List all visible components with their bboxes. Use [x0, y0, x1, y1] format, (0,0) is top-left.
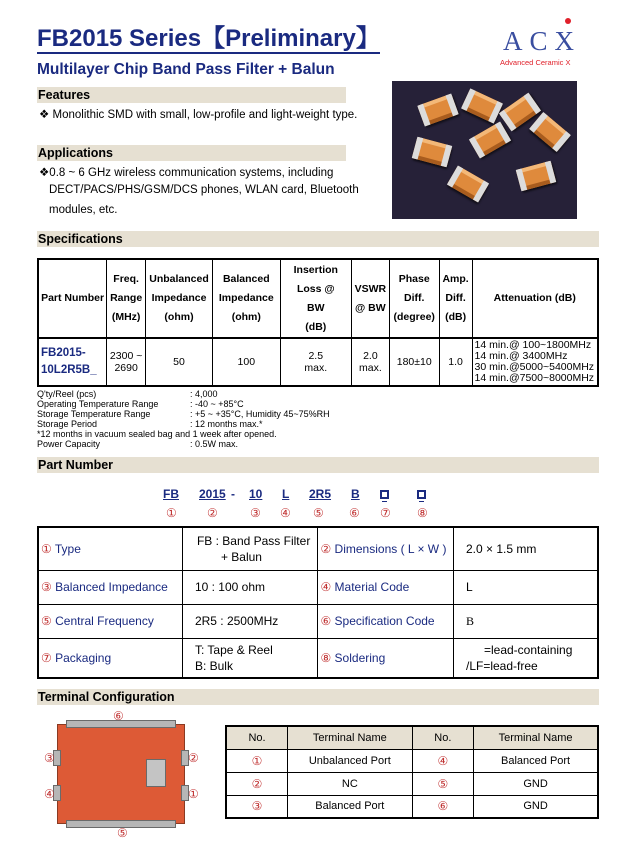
pn-code-material: L: [282, 487, 290, 501]
spec-header-row: [38, 259, 598, 338]
col-balanced-impedance: Balanced Impedance (ohm): [212, 259, 280, 338]
col-terminal-name: Terminal Name: [288, 726, 412, 749]
cell-insertion-loss: 2.5 max.: [280, 338, 351, 386]
note-row: *12 months in vacuum sealed bag and 1 week after opened.: [37, 429, 277, 439]
cell-attenuation: 14 min.@ 100~1800MHz 14 min.@ 3400MHz 30 min.@5000~5400MHz 14 min.@7500~8000MHz: [472, 338, 598, 386]
chip-image: [447, 165, 489, 202]
applications-line: DECT/PACS/PHS/GSM/DCS phones, WLAN card, Bluetooth: [49, 184, 359, 196]
terminal-label: ③: [44, 751, 55, 765]
col-terminal-name: Terminal Name: [474, 726, 598, 749]
terminal-no: ③: [226, 795, 288, 818]
terminal-diagram: [57, 724, 185, 824]
note-row: Storage Period : 12 months max.*: [37, 419, 263, 429]
terminal-label: ①: [188, 787, 199, 801]
logo-subtext: Advanced Ceramic X: [500, 58, 571, 67]
pn-code-dimension: 2015: [199, 487, 226, 501]
features-text: ❖ Monolithic SMD with small, low-profile and light-weight type.: [39, 109, 358, 121]
pn-packaging-box-icon: [380, 490, 389, 499]
pn-value-frequency: 2R5 : 2500MHz: [182, 604, 318, 638]
pn-label-packaging: ⑦ Packaging: [38, 638, 182, 678]
col-freq-range: Freq. Range (MHz): [107, 259, 146, 338]
note-row: Power Capacity : 0.5W max.: [37, 439, 239, 449]
pn-code-spec: B: [351, 487, 360, 501]
pn-value-soldering: =lead-containing /LF=lead-free: [453, 638, 598, 678]
chip-image: [469, 121, 511, 158]
chip-image: [417, 94, 458, 127]
terminal-label: ④: [44, 787, 55, 801]
pn-label-spec-code: ⑥ Specification Code: [318, 604, 454, 638]
spec-notes: [37, 389, 330, 449]
cell-unbalanced: 50: [146, 338, 213, 386]
col-no: No.: [412, 726, 474, 749]
applications-heading: Applications: [37, 145, 346, 161]
note-row: Q'ty/Reel (pcs) : 4,000: [37, 389, 218, 399]
table-row: [38, 604, 598, 638]
cell-vswr: 2.0 max.: [351, 338, 389, 386]
col-unbalanced-impedance: Unbalanced Impedance (ohm): [146, 259, 213, 338]
pn-code-frequency: 2R5: [309, 487, 332, 501]
cell-part-number: FB2015- 10L2R5B_: [38, 338, 107, 386]
pn-number: ⑦: [380, 506, 391, 520]
pn-label-soldering: ⑧ Soldering: [318, 638, 454, 678]
terminal-no: ④: [412, 749, 474, 772]
note-row: Storage Temperature Range : +5 ~ +35°C, Humidity 45~75%RH: [37, 409, 330, 419]
pn-code-dash: -: [231, 487, 235, 501]
pn-soldering-box-icon: [417, 490, 426, 499]
pn-value-type: FB : Band Pass Filter + Balun: [182, 527, 318, 570]
page-title: FB2015 Series【Preliminary】: [37, 25, 380, 52]
page-subtitle: Multilayer Chip Band Pass Filter + Balun: [37, 61, 335, 78]
part-number-table: [37, 526, 599, 679]
terminal-name: Balanced Port: [474, 749, 598, 772]
terminal-name: GND: [474, 795, 598, 818]
chip-image: [516, 161, 556, 192]
pn-code-impedance: 10: [249, 487, 263, 501]
col-phase-diff: Phase Diff. (degree): [389, 259, 439, 338]
chip-image: [529, 112, 571, 152]
table-row: [226, 749, 598, 772]
terminal-name: Unbalanced Port: [288, 749, 412, 772]
note-row: Operating Temperature Range : -40 ~ +85°C: [37, 399, 244, 409]
table-row: [226, 772, 598, 795]
terminal-label: ②: [188, 751, 199, 765]
pn-label-frequency: ⑤ Central Frequency: [38, 604, 182, 638]
product-photo: [392, 81, 577, 219]
orientation-mark: [146, 759, 166, 787]
col-part-number: Part Number: [38, 259, 107, 338]
cell-phase-diff: 180±10: [389, 338, 439, 386]
cell-amp-diff: 1.0: [439, 338, 472, 386]
pn-label-material: ④ Material Code: [318, 570, 454, 604]
pn-label-dimensions: ② Dimensions ( L × W ): [318, 527, 454, 570]
col-insertion-loss: Insertion Loss @ BW (dB): [280, 259, 351, 338]
terminal-name: NC: [288, 772, 412, 795]
pn-number: ④: [280, 506, 291, 520]
col-amp-diff: Amp. Diff. (dB): [439, 259, 472, 338]
chip-image: [412, 137, 452, 168]
terminal-table: [225, 725, 599, 819]
col-no: No.: [226, 726, 288, 749]
col-attenuation: Attenuation (dB): [472, 259, 598, 338]
pn-value-spec-code: B: [453, 604, 598, 638]
terminal-no: ⑤: [412, 772, 474, 795]
chip-image: [461, 88, 503, 123]
pn-label-impedance: ③ Balanced Impedance: [38, 570, 182, 604]
terminal-config-heading: Terminal Configuration: [37, 689, 599, 705]
table-row: [226, 795, 598, 818]
table-row: [38, 570, 598, 604]
table-row: [38, 638, 598, 678]
terminal-name: Balanced Port: [288, 795, 412, 818]
terminal-label: ⑤: [117, 826, 128, 840]
cell-freq-range: 2300 ~ 2690: [107, 338, 146, 386]
pn-number: ①: [166, 506, 177, 520]
pn-number: ③: [250, 506, 261, 520]
pn-value-packaging: T: Tape & Reel B: Bulk: [182, 638, 318, 678]
part-number-heading: Part Number: [37, 457, 599, 473]
logo-text: ACX: [503, 26, 582, 56]
acx-logo: [500, 26, 585, 70]
cell-balanced: 100: [212, 338, 280, 386]
table-row: [38, 338, 598, 386]
pn-code-type: FB: [163, 487, 179, 501]
col-vswr: VSWR @ BW: [351, 259, 389, 338]
pn-number: ②: [207, 506, 218, 520]
terminal-header-row: [226, 726, 598, 749]
pn-value-material: L: [453, 570, 598, 604]
terminal-no: ⑥: [412, 795, 474, 818]
table-row: [38, 527, 598, 570]
pn-number: ⑥: [349, 506, 360, 520]
pn-value-impedance: 10 : 100 ohm: [182, 570, 318, 604]
terminal-no: ②: [226, 772, 288, 795]
terminal-label: ⑥: [113, 709, 124, 723]
pn-number: ⑧: [417, 506, 428, 520]
pn-label-type: ① Type: [38, 527, 182, 570]
features-heading: Features: [37, 87, 346, 103]
specifications-heading: Specifications: [37, 231, 599, 247]
applications-line: ❖0.8 ~ 6 GHz wireless communication systems, including: [39, 167, 334, 179]
terminal-no: ①: [226, 749, 288, 772]
pn-value-dimensions: 2.0 × 1.5 mm: [453, 527, 598, 570]
pn-number: ⑤: [313, 506, 324, 520]
terminal-name: GND: [474, 772, 598, 795]
applications-line: modules, etc.: [49, 204, 118, 216]
logo-dot: [565, 18, 571, 24]
specifications-table: [37, 258, 599, 387]
